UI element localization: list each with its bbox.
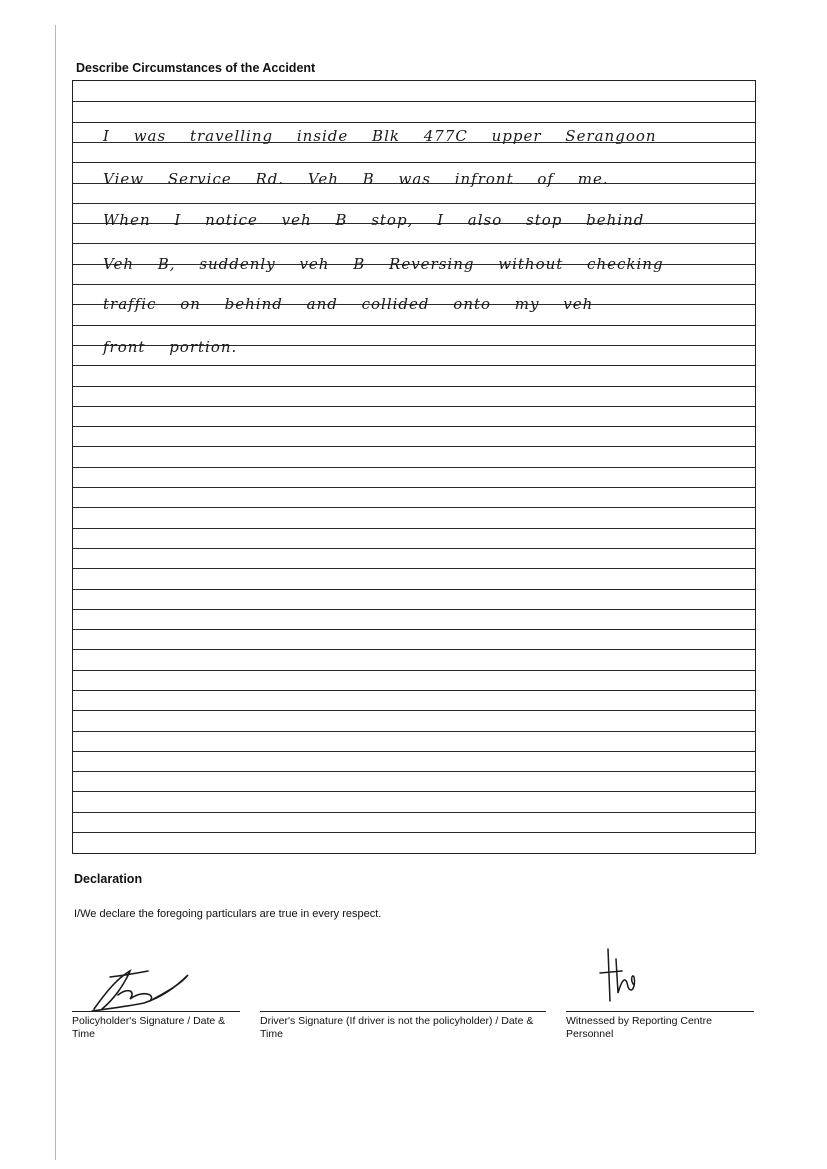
ruled-line — [73, 690, 755, 691]
ruled-line — [73, 568, 755, 569]
ruled-line — [73, 507, 755, 508]
ruled-line — [73, 101, 755, 102]
ruled-line — [73, 589, 755, 590]
policyholder-signature-label: Policyholder's Signature / Date & Time — [72, 1015, 226, 1040]
ruled-line — [73, 386, 755, 387]
page-margin-line — [55, 25, 56, 1160]
declaration-heading: Declaration — [74, 872, 143, 886]
handwritten-line-3: When I notice veh B stop, I also stop behind — [103, 211, 645, 229]
witness-signature-image — [598, 945, 642, 1005]
ruled-line — [73, 528, 755, 529]
ruled-line — [73, 670, 755, 671]
policyholder-signature-field[interactable] — [72, 1011, 240, 1041]
ruled-line — [73, 487, 755, 488]
ruled-line — [73, 609, 755, 610]
witness-signature-field[interactable] — [566, 1011, 754, 1041]
driver-signature-field[interactable] — [260, 1011, 546, 1041]
ruled-line — [73, 203, 755, 204]
ruled-line — [73, 832, 755, 833]
declaration-statement: I/We declare the foregoing particulars are true in every respect. — [74, 908, 382, 920]
ruled-line — [73, 791, 755, 792]
ruled-line — [73, 426, 755, 427]
ruled-line — [73, 243, 755, 244]
ruled-line — [73, 446, 755, 447]
handwritten-line-2: View Service Rd. Veh B was infront of me. — [103, 170, 609, 188]
policyholder-signature-image — [84, 965, 196, 1015]
accident-section-heading: Describe Circumstances of the Accident — [76, 61, 316, 75]
handwritten-line-6: front portion. — [103, 338, 238, 356]
ruled-line — [73, 548, 755, 549]
ruled-line — [73, 162, 755, 163]
ruled-line — [73, 649, 755, 650]
driver-signature-label: Driver's Signature (If driver is not the policyholder) / Date & Time — [260, 1015, 534, 1040]
ruled-line — [73, 812, 755, 813]
handwritten-line-4: Veh B, suddenly veh B Reversing without checking — [103, 255, 664, 273]
witness-signature-label: Witnessed by Reporting Centre Personnel — [566, 1015, 712, 1040]
ruled-line — [73, 365, 755, 366]
ruled-line — [73, 751, 755, 752]
policyholder-signature-line — [72, 1011, 240, 1012]
witness-signature-line — [566, 1011, 754, 1012]
ruled-line — [73, 710, 755, 711]
ruled-line — [73, 122, 755, 123]
ruled-line — [73, 629, 755, 630]
handwritten-line-5: traffic on behind and collided onto my veh — [103, 295, 594, 313]
ruled-line — [73, 467, 755, 468]
ruled-line — [73, 406, 755, 407]
ruled-line — [73, 284, 755, 285]
accident-description-box[interactable] — [72, 80, 756, 854]
ruled-line — [73, 771, 755, 772]
driver-signature-line — [260, 1011, 546, 1012]
ruled-line — [73, 731, 755, 732]
ruled-line — [73, 325, 755, 326]
handwritten-line-1: I was travelling inside Blk 477C upper Serangoon — [103, 127, 657, 145]
